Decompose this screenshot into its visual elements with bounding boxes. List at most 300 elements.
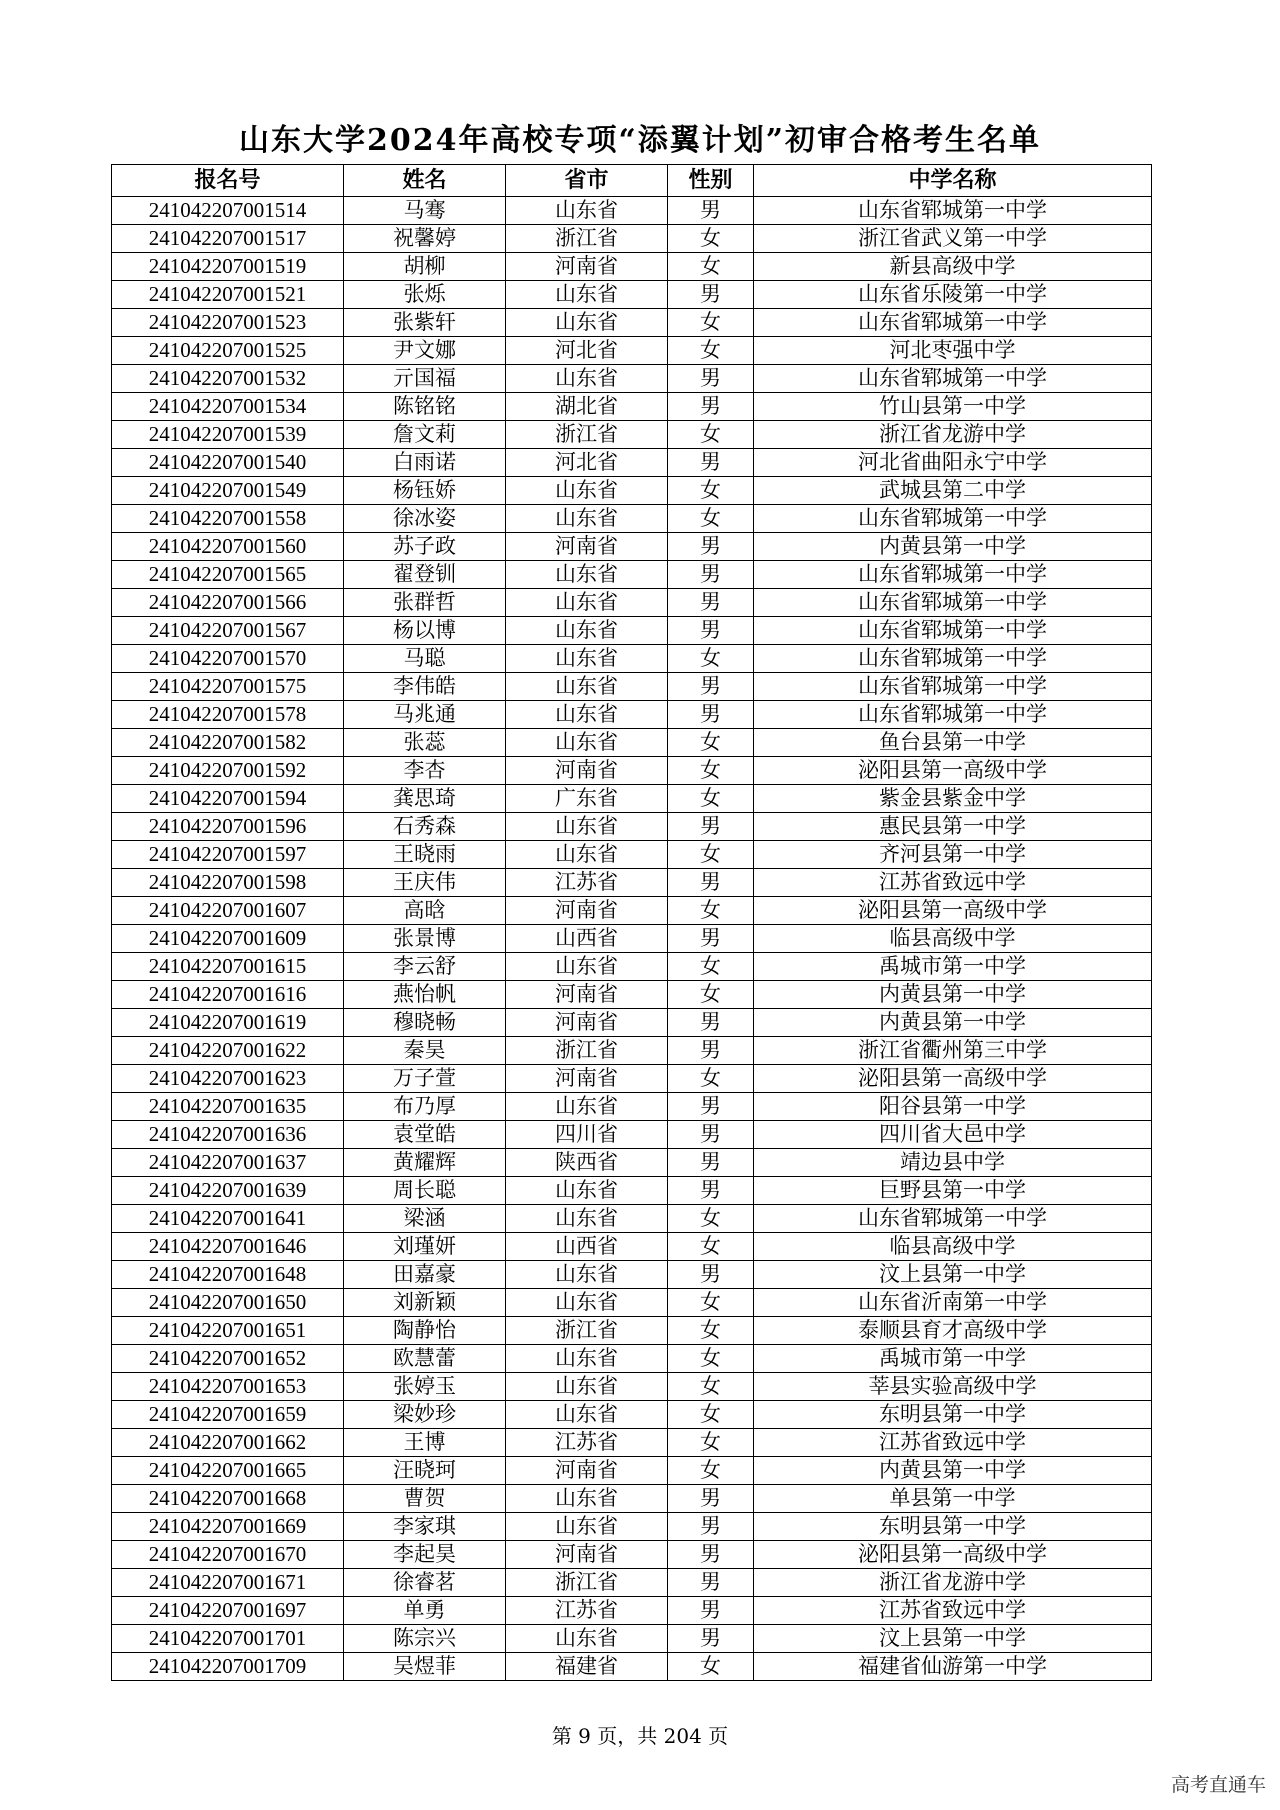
cell-school: 汶上县第一中学 [754,1625,1152,1653]
cell-province: 山东省 [506,365,668,393]
cell-gender: 女 [668,1457,754,1485]
table-row [112,1121,1152,1149]
cell-registration-number: 241042207001662 [112,1429,344,1457]
cell-gender: 女 [668,1289,754,1317]
cell-province: 浙江省 [506,1317,668,1345]
cell-name: 张紫轩 [344,309,506,337]
cell-school: 泰顺县育才高级中学 [754,1317,1152,1345]
cell-school: 武城县第二中学 [754,477,1152,505]
table-row [112,673,1152,701]
cell-school: 山东省郓城第一中学 [754,197,1152,225]
cell-name: 李云舒 [344,953,506,981]
table-row [112,393,1152,421]
cell-gender: 女 [668,1401,754,1429]
cell-school: 山东省沂南第一中学 [754,1289,1152,1317]
cell-province: 河南省 [506,1457,668,1485]
cell-registration-number: 241042207001650 [112,1289,344,1317]
cell-registration-number: 241042207001641 [112,1205,344,1233]
table-header-row [112,165,1152,197]
cell-school: 浙江省武义第一中学 [754,225,1152,253]
table-row [112,701,1152,729]
cell-registration-number: 241042207001651 [112,1317,344,1345]
header-name: 姓名 [344,165,506,197]
table-row [112,1569,1152,1597]
cell-registration-number: 241042207001575 [112,673,344,701]
cell-school: 山东省郓城第一中学 [754,673,1152,701]
table-row [112,1177,1152,1205]
cell-name: 石秀森 [344,813,506,841]
header-province: 省市 [506,165,668,197]
cell-school: 单县第一中学 [754,1485,1152,1513]
cell-province: 浙江省 [506,421,668,449]
cell-name: 李起昊 [344,1541,506,1569]
cell-registration-number: 241042207001709 [112,1653,344,1681]
cell-registration-number: 241042207001665 [112,1457,344,1485]
cell-school: 齐河县第一中学 [754,841,1152,869]
cell-school: 泌阳县第一高级中学 [754,897,1152,925]
table-row [112,1485,1152,1513]
cell-gender: 女 [668,1429,754,1457]
cell-gender: 男 [668,1597,754,1625]
cell-gender: 男 [668,589,754,617]
cell-registration-number: 241042207001659 [112,1401,344,1429]
cell-province: 山东省 [506,1485,668,1513]
table-row [112,1065,1152,1093]
cell-name: 胡柳 [344,253,506,281]
cell-province: 山东省 [506,505,668,533]
cell-school: 浙江省龙游中学 [754,1569,1152,1597]
cell-gender: 男 [668,813,754,841]
cell-province: 山东省 [506,645,668,673]
cell-registration-number: 241042207001646 [112,1233,344,1261]
cell-registration-number: 241042207001532 [112,365,344,393]
cell-school: 靖边县中学 [754,1149,1152,1177]
table-row [112,533,1152,561]
cell-gender: 男 [668,1261,754,1289]
cell-registration-number: 241042207001668 [112,1485,344,1513]
cell-name: 苏子政 [344,533,506,561]
cell-school: 山东省郓城第一中学 [754,561,1152,589]
table-row [112,1149,1152,1177]
cell-province: 河南省 [506,1009,668,1037]
cell-name: 张婷玉 [344,1373,506,1401]
table-row [112,225,1152,253]
cell-name: 秦昊 [344,1037,506,1065]
cell-school: 河北枣强中学 [754,337,1152,365]
page-number: 第 9 页，共 204 页 [551,1724,729,1748]
cell-province: 福建省 [506,1653,668,1681]
cell-name: 杨钰娇 [344,477,506,505]
table-row [112,925,1152,953]
cell-gender: 女 [668,729,754,757]
cell-province: 陕西省 [506,1149,668,1177]
cell-name: 李家琪 [344,1513,506,1541]
cell-registration-number: 241042207001565 [112,561,344,589]
table-row [112,449,1152,477]
table-row [112,1625,1152,1653]
cell-registration-number: 241042207001635 [112,1093,344,1121]
cell-school: 江苏省致远中学 [754,1429,1152,1457]
cell-registration-number: 241042207001525 [112,337,344,365]
table-row [112,617,1152,645]
cell-school: 山东省乐陵第一中学 [754,281,1152,309]
cell-gender: 男 [668,561,754,589]
cell-gender: 女 [668,1317,754,1345]
cell-name: 高晗 [344,897,506,925]
cell-school: 山东省郓城第一中学 [754,309,1152,337]
cell-school: 山东省郓城第一中学 [754,589,1152,617]
cell-registration-number: 241042207001594 [112,785,344,813]
table-row [112,1009,1152,1037]
cell-gender: 女 [668,1065,754,1093]
cell-province: 山东省 [506,1289,668,1317]
cell-province: 河南省 [506,1065,668,1093]
table-row [112,953,1152,981]
cell-gender: 女 [668,337,754,365]
table-row [112,309,1152,337]
table-row [112,1653,1152,1681]
cell-name: 王庆伟 [344,869,506,897]
cell-name: 黄耀辉 [344,1149,506,1177]
cell-province: 江苏省 [506,1429,668,1457]
cell-school: 山东省郓城第一中学 [754,617,1152,645]
cell-gender: 男 [668,1569,754,1597]
table-row [112,785,1152,813]
table-row [112,1373,1152,1401]
cell-gender: 男 [668,365,754,393]
table-row [112,813,1152,841]
cell-registration-number: 241042207001648 [112,1261,344,1289]
cell-name: 李杏 [344,757,506,785]
cell-province: 山东省 [506,813,668,841]
cell-province: 山东省 [506,1205,668,1233]
cell-gender: 男 [668,1177,754,1205]
cell-province: 广东省 [506,785,668,813]
cell-registration-number: 241042207001653 [112,1373,344,1401]
cell-registration-number: 241042207001560 [112,533,344,561]
cell-registration-number: 241042207001671 [112,1569,344,1597]
cell-gender: 男 [668,1009,754,1037]
cell-registration-number: 241042207001637 [112,1149,344,1177]
header-school: 中学名称 [754,165,1152,197]
cell-province: 山东省 [506,841,668,869]
cell-school: 四川省大邑中学 [754,1121,1152,1149]
cell-registration-number: 241042207001523 [112,309,344,337]
table-row [112,477,1152,505]
table-row [112,1205,1152,1233]
cell-gender: 女 [668,785,754,813]
cell-province: 山东省 [506,953,668,981]
cell-school: 山东省郓城第一中学 [754,365,1152,393]
cell-name: 张烁 [344,281,506,309]
cell-name: 曹贺 [344,1485,506,1513]
table-row [112,1233,1152,1261]
cell-school: 惠民县第一中学 [754,813,1152,841]
cell-registration-number: 241042207001578 [112,701,344,729]
cell-gender: 女 [668,953,754,981]
table-row [112,897,1152,925]
cell-registration-number: 241042207001622 [112,1037,344,1065]
table-row [112,589,1152,617]
cell-gender: 女 [668,1373,754,1401]
cell-school: 巨野县第一中学 [754,1177,1152,1205]
cell-gender: 女 [668,1233,754,1261]
cell-name: 田嘉豪 [344,1261,506,1289]
cell-name: 汪晓珂 [344,1457,506,1485]
cell-province: 山东省 [506,1345,668,1373]
table-row [112,1289,1152,1317]
cell-registration-number: 241042207001514 [112,197,344,225]
watermark: 高考直通车 [1170,1774,1266,1796]
cell-school: 禹城市第一中学 [754,1345,1152,1373]
cell-province: 河南省 [506,981,668,1009]
cell-province: 山西省 [506,1233,668,1261]
cell-province: 河南省 [506,897,668,925]
cell-gender: 女 [668,477,754,505]
cell-gender: 女 [668,225,754,253]
table-row [112,421,1152,449]
cell-registration-number: 241042207001669 [112,1513,344,1541]
cell-registration-number: 241042207001598 [112,869,344,897]
cell-school: 江苏省致远中学 [754,1597,1152,1625]
cell-school: 泌阳县第一高级中学 [754,1065,1152,1093]
cell-gender: 女 [668,505,754,533]
cell-name: 李伟皓 [344,673,506,701]
cell-name: 穆晓畅 [344,1009,506,1037]
candidate-table [111,164,1152,1681]
cell-province: 浙江省 [506,225,668,253]
cell-province: 河南省 [506,253,668,281]
cell-province: 山东省 [506,1625,668,1653]
cell-gender: 男 [668,449,754,477]
cell-name: 亓国福 [344,365,506,393]
cell-gender: 男 [668,1149,754,1177]
table-row [112,1401,1152,1429]
cell-school: 江苏省致远中学 [754,869,1152,897]
cell-province: 河北省 [506,337,668,365]
cell-name: 翟登钏 [344,561,506,589]
cell-name: 欧慧蕾 [344,1345,506,1373]
cell-registration-number: 241042207001609 [112,925,344,953]
cell-school: 山东省郓城第一中学 [754,505,1152,533]
cell-name: 杨以博 [344,617,506,645]
cell-province: 山东省 [506,1093,668,1121]
cell-name: 梁涵 [344,1205,506,1233]
cell-school: 竹山县第一中学 [754,393,1152,421]
cell-name: 燕怡帆 [344,981,506,1009]
cell-gender: 女 [668,897,754,925]
cell-gender: 男 [668,701,754,729]
cell-gender: 女 [668,841,754,869]
cell-gender: 男 [668,673,754,701]
cell-school: 泌阳县第一高级中学 [754,757,1152,785]
cell-province: 河南省 [506,757,668,785]
table-row [112,281,1152,309]
table-row [112,337,1152,365]
cell-province: 山东省 [506,673,668,701]
cell-name: 周长聪 [344,1177,506,1205]
cell-registration-number: 241042207001539 [112,421,344,449]
cell-registration-number: 241042207001615 [112,953,344,981]
cell-gender: 女 [668,309,754,337]
cell-province: 江苏省 [506,869,668,897]
cell-school: 山东省郓城第一中学 [754,1205,1152,1233]
cell-province: 湖北省 [506,393,668,421]
cell-gender: 男 [668,393,754,421]
cell-school: 禹城市第一中学 [754,953,1152,981]
cell-school: 河北省曲阳永宁中学 [754,449,1152,477]
cell-name: 布乃厚 [344,1093,506,1121]
cell-school: 泌阳县第一高级中学 [754,1541,1152,1569]
cell-name: 徐睿茗 [344,1569,506,1597]
cell-registration-number: 241042207001607 [112,897,344,925]
cell-province: 山东省 [506,197,668,225]
cell-gender: 男 [668,1485,754,1513]
table-row [112,645,1152,673]
cell-name: 尹文娜 [344,337,506,365]
cell-registration-number: 241042207001519 [112,253,344,281]
cell-name: 詹文莉 [344,421,506,449]
cell-registration-number: 241042207001697 [112,1597,344,1625]
table-row [112,1513,1152,1541]
cell-school: 临县高级中学 [754,1233,1152,1261]
cell-name: 王晓雨 [344,841,506,869]
cell-school: 临县高级中学 [754,925,1152,953]
table-row [112,1317,1152,1345]
table-row [112,1429,1152,1457]
cell-gender: 女 [668,1345,754,1373]
table-row [112,981,1152,1009]
table-row [112,841,1152,869]
cell-registration-number: 241042207001623 [112,1065,344,1093]
cell-registration-number: 241042207001567 [112,617,344,645]
cell-name: 王博 [344,1429,506,1457]
cell-province: 山东省 [506,701,668,729]
cell-registration-number: 241042207001540 [112,449,344,477]
table-row [112,1093,1152,1121]
cell-registration-number: 241042207001616 [112,981,344,1009]
cell-school: 东明县第一中学 [754,1401,1152,1429]
cell-registration-number: 241042207001592 [112,757,344,785]
cell-name: 徐冰姿 [344,505,506,533]
cell-name: 单勇 [344,1597,506,1625]
cell-name: 马聪 [344,645,506,673]
cell-province: 山东省 [506,1177,668,1205]
cell-province: 江苏省 [506,1597,668,1625]
cell-province: 山东省 [506,1261,668,1289]
cell-registration-number: 241042207001570 [112,645,344,673]
cell-province: 山西省 [506,925,668,953]
table-row [112,253,1152,281]
cell-province: 山东省 [506,729,668,757]
cell-name: 吴煜菲 [344,1653,506,1681]
cell-province: 山东省 [506,589,668,617]
cell-school: 汶上县第一中学 [754,1261,1152,1289]
cell-school: 新县高级中学 [754,253,1152,281]
cell-registration-number: 241042207001619 [112,1009,344,1037]
cell-school: 紫金县紫金中学 [754,785,1152,813]
cell-name: 梁妙珍 [344,1401,506,1429]
cell-registration-number: 241042207001596 [112,813,344,841]
cell-province: 浙江省 [506,1569,668,1597]
table-row [112,1541,1152,1569]
cell-gender: 男 [668,1513,754,1541]
cell-school: 浙江省衢州第三中学 [754,1037,1152,1065]
cell-registration-number: 241042207001652 [112,1345,344,1373]
cell-registration-number: 241042207001670 [112,1541,344,1569]
cell-school: 内黄县第一中学 [754,1457,1152,1485]
table-row [112,197,1152,225]
cell-province: 山东省 [506,1401,668,1429]
page-title: 山东大学2024年高校专项“添翼计划”初审合格考生名单 [238,123,1041,158]
cell-province: 山东省 [506,477,668,505]
cell-school: 浙江省龙游中学 [754,421,1152,449]
cell-gender: 女 [668,1653,754,1681]
cell-province: 河南省 [506,1541,668,1569]
cell-province: 河北省 [506,449,668,477]
cell-gender: 女 [668,645,754,673]
table-row [112,1261,1152,1289]
cell-name: 刘新颖 [344,1289,506,1317]
cell-province: 四川省 [506,1121,668,1149]
cell-school: 内黄县第一中学 [754,981,1152,1009]
table-row [112,1037,1152,1065]
cell-registration-number: 241042207001639 [112,1177,344,1205]
cell-gender: 女 [668,421,754,449]
header-gender: 性别 [668,165,754,197]
cell-province: 山东省 [506,281,668,309]
cell-name: 陈宗兴 [344,1625,506,1653]
cell-name: 刘瑾妍 [344,1233,506,1261]
cell-name: 张景博 [344,925,506,953]
cell-gender: 男 [668,1625,754,1653]
cell-gender: 男 [668,1037,754,1065]
cell-gender: 女 [668,757,754,785]
cell-registration-number: 241042207001701 [112,1625,344,1653]
cell-gender: 男 [668,197,754,225]
cell-province: 山东省 [506,309,668,337]
cell-school: 山东省郓城第一中学 [754,701,1152,729]
cell-gender: 女 [668,981,754,1009]
table-row [112,729,1152,757]
cell-gender: 男 [668,1093,754,1121]
cell-registration-number: 241042207001582 [112,729,344,757]
cell-gender: 男 [668,1121,754,1149]
cell-registration-number: 241042207001517 [112,225,344,253]
table-row [112,561,1152,589]
cell-registration-number: 241042207001636 [112,1121,344,1149]
cell-name: 白雨诺 [344,449,506,477]
cell-registration-number: 241042207001558 [112,505,344,533]
cell-name: 张蕊 [344,729,506,757]
table-row [112,505,1152,533]
cell-name: 袁堂皓 [344,1121,506,1149]
cell-school: 内黄县第一中学 [754,533,1152,561]
cell-gender: 男 [668,281,754,309]
table-row [112,365,1152,393]
cell-name: 龚思琦 [344,785,506,813]
cell-school: 内黄县第一中学 [754,1009,1152,1037]
cell-school: 东明县第一中学 [754,1513,1152,1541]
cell-registration-number: 241042207001549 [112,477,344,505]
cell-registration-number: 241042207001597 [112,841,344,869]
cell-name: 陶静怡 [344,1317,506,1345]
table-row [112,1345,1152,1373]
cell-school: 鱼台县第一中学 [754,729,1152,757]
cell-province: 浙江省 [506,1037,668,1065]
table-row [112,869,1152,897]
cell-name: 张群哲 [344,589,506,617]
